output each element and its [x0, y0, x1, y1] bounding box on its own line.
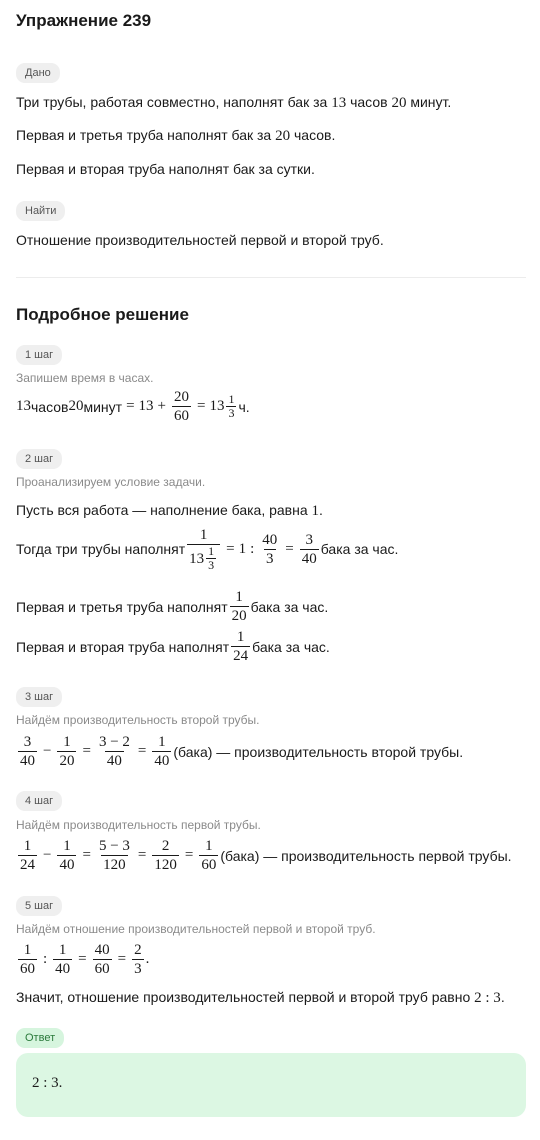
step-5-equation: $\frac{1}{60}$ : $\frac{1}{40}$ = $\frac{40}{60}$ = $\frac{2}{3}$ . — [20, 942, 150, 977]
step-2-line-4: Первая и вторая труба наполнят $\frac{1}{24}$ бака за час. — [16, 629, 330, 664]
given-line-3: Первая и вторая труба наполнят бак за сутки. — [16, 161, 315, 177]
step-3-hint: Найдём производительность второй трубы. — [16, 713, 260, 727]
page-title: Упражнение 239 — [16, 11, 152, 30]
step-4-hint: Найдём производительность первой трубы. — [16, 818, 261, 832]
answer-value: 2 : 3. — [32, 1075, 63, 1091]
step-5-chip: 5 шаг — [16, 896, 62, 916]
step-1-hint: Запишем время в часах. — [16, 371, 154, 385]
given-line-2: Первая и третья труба наполнят бак за 20 часов. — [16, 127, 336, 144]
step-1-chip: 1 шаг — [16, 345, 62, 365]
step-2-line-3: Первая и третья труба наполнят $\frac{1}{20}$ бака за час. — [16, 589, 329, 624]
step-5-hint: Найдём отношение производительностей первой и второй труб. — [16, 922, 376, 936]
answer-chip: Ответ — [16, 1028, 64, 1048]
step-3-equation: $\frac{3}{40}$ − $\frac{1}{20}$ = $\frac{3 - 2}{40}$ = $\frac{1}{40}$ (бака) — производительность второй трубы. — [20, 734, 464, 769]
step-1-equation: 13 часов 20 минут = 13 + $\frac{20}{60}$ = 13 $\frac{1}{3}$ ч. — [16, 389, 250, 424]
find-chip: Найти — [16, 201, 65, 221]
step-4-chip: 4 шаг — [16, 791, 62, 811]
given-line-1: Три трубы, работая совместно, наполнят бак за 13 часов 20 минут. — [16, 94, 452, 111]
step-2-line-2: Тогда три трубы наполнят 1 13 $\frac{1}{3}$ = 1 : $\frac{40}{3}$ = $\frac{3}{40}$ бака за час. — [16, 527, 399, 572]
divider — [16, 277, 526, 278]
step-2-line-1: Пусть вся работа — наполнение бака, равна 1. — [16, 502, 323, 519]
solution-heading: Подробное решение — [16, 305, 189, 324]
answer-box — [16, 1053, 526, 1117]
step-5-conclusion: Значит, отношение производительностей первой и второй труб равно 2 : 3. — [16, 989, 505, 1006]
given-chip: Дано — [16, 63, 60, 83]
step-2-chip: 2 шаг — [16, 449, 62, 469]
step-2-hint: Проанализируем условие задачи. — [16, 475, 206, 489]
find-text: Отношение производительностей первой и второй труб. — [16, 232, 384, 248]
step-3-chip: 3 шаг — [16, 687, 62, 707]
step-4-equation: $\frac{1}{24}$ − $\frac{1}{40}$ = $\frac{5 - 3}{120}$ = $\frac{2}{120}$ = $\frac{1}{60}$ (бака) — производительность первой трубы. — [20, 838, 512, 873]
